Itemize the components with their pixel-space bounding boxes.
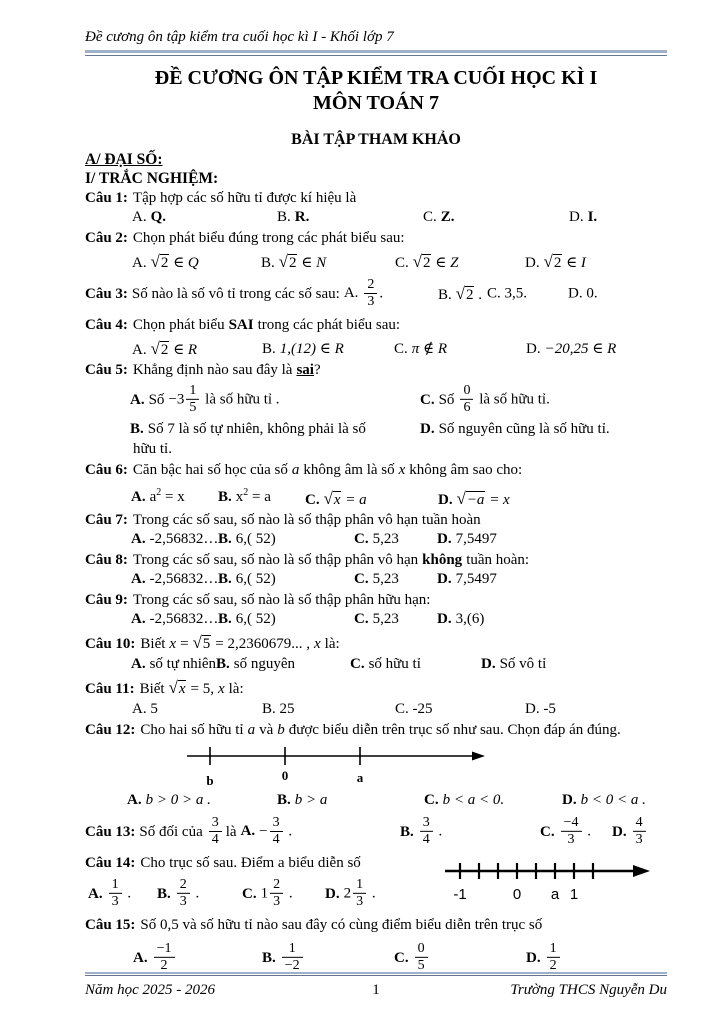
question-8 — [85, 551, 667, 590]
footer-rule — [85, 972, 667, 976]
option-c: C. Số $\frac{0}{6}$ là số hữu tỉ. — [420, 382, 550, 415]
question-5-options-row1 — [85, 380, 667, 420]
math-var-a: a — [291, 462, 300, 478]
question-label: Câu 9: — [85, 592, 128, 608]
sqrt-symbol: √ — [150, 252, 160, 271]
q12-numberline — [185, 742, 495, 788]
option-c: C. 5,23 — [354, 531, 399, 547]
option-c: C. 3,5. — [487, 285, 528, 302]
option-d: D. b < 0 < a . — [562, 792, 646, 808]
option-d: D. 7,5497 — [437, 571, 497, 587]
question-11-options — [85, 701, 667, 720]
sqrt-symbol: √ — [192, 633, 202, 652]
option-b: B. √2 ∈ N — [261, 252, 327, 271]
question-6-options — [85, 486, 667, 510]
question-13 — [85, 811, 667, 853]
question-1 — [85, 189, 667, 228]
math-var-a: a — [247, 722, 256, 738]
option-d: D. 2 $\frac{1}{3}$ . — [325, 876, 376, 909]
math-var-x: x — [314, 636, 321, 652]
question-text: được biểu diễn trên trục số như sau. Chọn đáp án đúng. — [288, 722, 621, 738]
math-var-x: x — [169, 636, 177, 652]
option-a: A. Q. — [132, 209, 167, 225]
option-b: B. số nguyên — [216, 656, 296, 672]
question-text: và — [259, 722, 274, 738]
question-12 — [85, 721, 667, 811]
question-3 — [85, 273, 667, 315]
option-a: A. 5 — [132, 701, 158, 717]
math-var-x: x — [398, 462, 406, 478]
option-c: C. 5,23 — [354, 611, 399, 627]
question-text: Cho trục số sau. Điểm a biểu diễn số — [140, 855, 361, 871]
question-text: = — [180, 636, 189, 652]
section-heading-algebra: A/ ĐẠI SỐ: — [85, 151, 163, 168]
question-text: Chọn phát biểu đúng trong các phát biểu sau: — [132, 230, 405, 246]
option-b: B. $\frac{3}{4}$ . — [400, 814, 443, 847]
option-b: B. Số 7 là số tự nhiên, không phải là số — [130, 421, 366, 437]
question-2-options — [85, 249, 667, 273]
option-b: B. R. — [277, 209, 310, 225]
option-b-line2: hữu tỉ. — [133, 441, 172, 457]
question-14 — [85, 854, 667, 915]
question-10-options — [85, 656, 667, 675]
option-c: C. 1 $\frac{2}{3}$ . — [242, 876, 293, 909]
question-5-options-row2 — [85, 421, 667, 440]
option-d: D. I. — [569, 209, 598, 225]
sqrt-symbol: √ — [455, 284, 465, 303]
option-c: C. số hữu tỉ — [350, 656, 421, 672]
question-text: ? — [313, 362, 321, 378]
question-text: trong các phát biểu sau: — [257, 317, 401, 333]
question-text-bold: không — [422, 552, 463, 568]
option-a: A. − $\frac{3}{4}$ . — [240, 814, 293, 847]
question-label: Câu 13: — [85, 823, 136, 840]
numberline-label-one: 1 — [569, 886, 579, 903]
question-text: Số 0,5 và số hữu tỉ nào sau đây có cùng điểm biểu diễn trên trục số — [140, 917, 543, 933]
question-4 — [85, 316, 667, 360]
question-text: tuần hoàn: — [466, 552, 530, 568]
question-10: Câu 10: Biết x = √5 = 2,2360679... , x là: A. số tự nhiên B. số nguyên C. số hữu tỉ D. Số vô tỉ — [85, 631, 667, 675]
q14-numberline — [445, 857, 655, 907]
question-label: Câu 5: — [85, 362, 128, 378]
option-c: C. √x = a — [305, 489, 367, 508]
option-c: C. 5,23 — [354, 571, 399, 587]
page-title-line2: MÔN TOÁN 7 — [313, 92, 439, 114]
option-a: A. b > 0 > a . — [127, 792, 211, 808]
math-var-b: b — [277, 722, 285, 738]
question-label: Câu 10: — [85, 636, 136, 652]
question-6 — [85, 461, 667, 510]
question-text: Số nào là số vô tỉ trong các số sau: — [131, 285, 340, 302]
sqrt-symbol: √ — [412, 252, 422, 271]
option-a: A. số tự nhiên — [131, 656, 217, 672]
page-title-line1: ĐỀ CƯƠNG ÔN TẬP KIỂM TRA CUỐI HỌC KÌ I — [154, 67, 598, 89]
question-12-options — [85, 792, 667, 811]
question-label: Câu 7: — [85, 512, 128, 528]
footer-page-number: 1 — [372, 982, 380, 998]
numberline-label-a: a — [356, 770, 364, 785]
sqrt-symbol: √ — [543, 252, 553, 271]
option-b: B. 25 — [262, 701, 295, 717]
option-a: A. $a^2 = x$ — [131, 487, 185, 505]
option-b: B. 6,( 52) — [218, 571, 276, 587]
option-b: B. b > a — [277, 792, 328, 808]
option-d: D. Số nguyên cũng là số hữu tỉ. — [420, 421, 610, 437]
question-text: Biết — [139, 681, 165, 697]
option-a: A. $\frac{2}{3}$ . — [343, 276, 384, 309]
option-d: D. $\frac{4}{3}$ — [612, 816, 648, 848]
question-4-options — [85, 336, 667, 360]
option-c: C. √2 ∈ Z — [395, 252, 459, 271]
question-2 — [85, 229, 667, 273]
numberline-label-a: a — [550, 886, 560, 903]
option-c: C. $\frac{0}{5}$ — [394, 942, 430, 974]
option-d: D. √2 ∈ I — [525, 252, 586, 271]
sqrt-symbol: √ — [323, 489, 333, 508]
question-text: Tập hợp các số hữu tỉ được kí hiệu là — [132, 190, 357, 206]
option-d: D. -5 — [525, 701, 556, 717]
option-a: A. $\frac{-1}{2}$ — [133, 942, 177, 974]
math-var-x: x — [217, 681, 225, 697]
option-a: A. √2 ∈ Q — [132, 252, 199, 271]
question-text: Căn bậc hai số học của số — [132, 462, 288, 478]
question-8-options — [85, 571, 667, 590]
page-title — [85, 66, 667, 116]
option-a: A. √2 ∈ R — [132, 339, 198, 358]
question-text: Trong các số sau, số nào là số thập phân vô hạn tuần hoàn — [132, 512, 481, 528]
question-7 — [85, 511, 667, 550]
option-c: C. Z. — [423, 209, 455, 225]
subtitle: BÀI TẬP THAM KHẢO — [291, 131, 461, 148]
question-text: = 5, — [190, 681, 214, 697]
question-text: Trong các số sau, số nào là số thập phân vô hạn — [132, 552, 419, 568]
option-c: C. π ∉ R — [394, 341, 448, 357]
option-d: D. $\frac{1}{2}$ — [526, 942, 562, 974]
option-a: A. -2,56832… — [131, 611, 219, 627]
question-text: Biết — [140, 636, 166, 652]
numberline-label-zero: 0 — [281, 768, 289, 783]
option-b: B. $x^2 = a$ — [218, 487, 271, 505]
question-text: không âm là số — [303, 462, 395, 478]
question-label: Câu 1: — [85, 190, 128, 206]
question-14-options — [85, 873, 667, 915]
question-7-options — [85, 531, 667, 550]
option-d: D. 7,5497 — [437, 531, 497, 547]
option-c: C. $\frac{-4}{3}$ . — [540, 814, 591, 847]
section-heading-multiple-choice: I/ TRẮC NGHIỆM: — [85, 170, 219, 187]
question-label: Câu 6: — [85, 462, 128, 478]
question-label: Câu 8: — [85, 552, 128, 568]
question-text: Cho hai số hữu tỉ — [140, 722, 244, 738]
footer-school-year: Năm học 2025 - 2026 — [85, 982, 215, 998]
question-text: không âm sao cho: — [409, 462, 523, 478]
numberline-label-zero: 0 — [512, 886, 522, 903]
option-d: D. 3,(6) — [437, 611, 485, 627]
header-rule — [85, 50, 667, 56]
fraction: $\frac{3}{4}$ — [209, 815, 222, 847]
question-text: là: — [228, 681, 244, 697]
question-9 — [85, 591, 667, 630]
option-b: B. $\frac{2}{3}$ . — [157, 876, 200, 909]
option-d: D. √−a = x — [438, 489, 510, 508]
option-a: A. -2,56832… — [131, 531, 219, 547]
question-label: Câu 15: — [85, 917, 136, 933]
question-text: Chọn phát biểu — [132, 317, 225, 333]
sqrt-symbol: √ — [456, 489, 466, 508]
option-a: A. -2,56832… — [131, 571, 219, 587]
option-d: D. 0. — [568, 285, 598, 302]
question-text: Khẳng định nào sau đây là — [132, 362, 293, 378]
option-b: B. $\frac{1}{-2}$ — [262, 942, 305, 974]
numberline-label-b: b — [206, 773, 214, 788]
question-5 — [85, 361, 667, 460]
option-b: B. 1,(12) ∈ R — [262, 341, 344, 357]
question-text: là: — [324, 636, 340, 652]
question-text: là — [225, 823, 237, 840]
running-header: Đề cương ôn tập kiểm tra cuối học kì I - Khối lớp 7 — [85, 29, 394, 45]
question-text: Trong các số sau, số nào là số thập phân hữu hạn: — [132, 592, 431, 608]
option-a: A. Số −3 $\frac{1}{5}$ là số hữu tỉ . — [130, 382, 280, 415]
question-label: Câu 14: — [85, 855, 136, 871]
option-b: B. 6,( 52) — [218, 611, 276, 627]
option-c: C. -25 — [395, 701, 433, 717]
question-1-options — [85, 209, 667, 228]
option-d: D. Số vô tỉ — [481, 656, 547, 672]
question-9-options — [85, 611, 667, 630]
question-label: Câu 3: — [85, 285, 128, 302]
sqrt-symbol: √ — [278, 252, 288, 271]
option-b: B. √2 . — [438, 284, 482, 303]
question-label: Câu 4: — [85, 317, 128, 333]
option-d: D. −20,25 ∈ R — [526, 341, 617, 357]
option-a: A. $\frac{1}{3}$ . — [88, 876, 132, 909]
question-text-bold: SAI — [228, 317, 254, 333]
option-b: B. 6,( 52) — [218, 531, 276, 547]
question-11: Câu 11: Biết √x = 5, x là: A. 5 B. 25 C. -25 D. -5 — [85, 676, 667, 720]
question-text-underlined: sai — [296, 362, 314, 378]
question-label: Câu 12: — [85, 722, 136, 738]
question-label: Câu 2: — [85, 230, 128, 246]
question-text: = 2,2360679... , — [215, 636, 310, 652]
sqrt-symbol: √ — [168, 678, 178, 697]
question-5-option-b-continuation — [85, 441, 667, 460]
question-label: Câu 11: — [85, 681, 135, 697]
option-c: C. b < a < 0. — [424, 792, 505, 808]
sqrt-symbol: √ — [150, 339, 160, 358]
question-text: Số đối của — [139, 823, 203, 840]
numberline-label-minus1: -1 — [453, 886, 467, 903]
page-footer — [85, 972, 667, 1000]
footer-school-name: Trường THCS Nguyễn Du — [510, 982, 667, 998]
